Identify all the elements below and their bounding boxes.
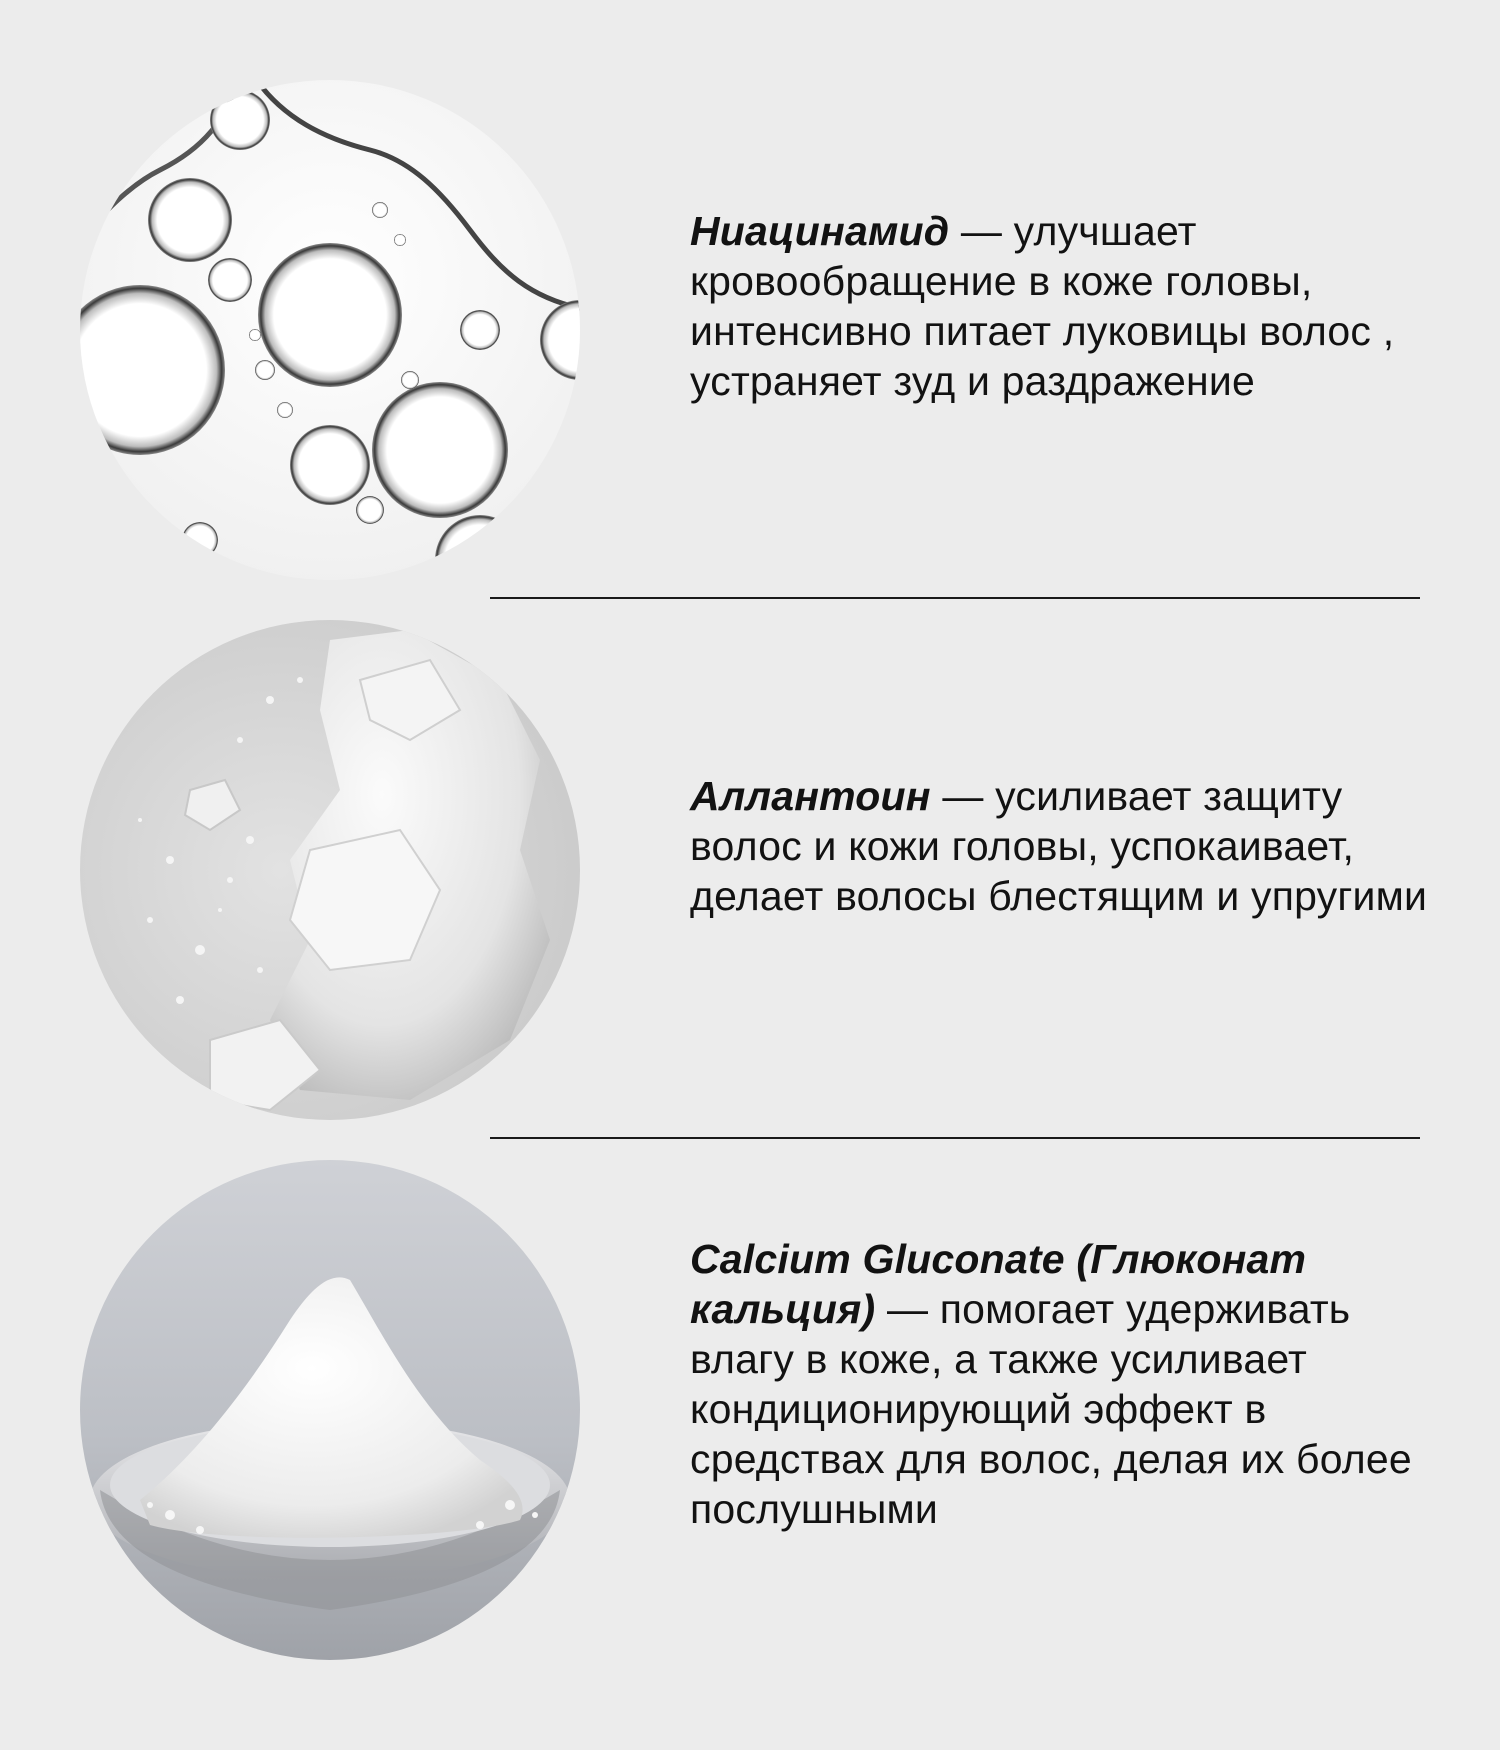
ingredient-text: — помогает удерживать влагу в коже, а также усиливает кондиционирующий эффект в средствах для волос, делая их более послушными <box>690 1286 1412 1532</box>
powder-pile-on-dish-image <box>80 1160 580 1660</box>
divider <box>490 597 1420 599</box>
ingredient-text: — улучшает кровообращение в коже головы, интенсивно питает луковицы волос , устраняет зуд и раздражение <box>690 208 1395 404</box>
ingredient-name: Аллантоин <box>690 773 931 819</box>
ingredient-text: — усиливает защиту волос и кожи головы, успокаивает, делает волосы блестящим и упругими <box>690 773 1428 919</box>
ingredient-description <box>690 1234 1450 1534</box>
ingredient-description <box>690 206 1450 406</box>
ingredient-name: Ниацинамид <box>690 208 950 254</box>
ingredient-description <box>690 771 1450 921</box>
oil-bubbles-image <box>80 80 580 580</box>
ingredient-name: Calcium Gluconate (Глюконат кальция) <box>690 1236 1307 1332</box>
white-powder-chunks-image <box>80 620 580 1120</box>
divider <box>490 1137 1420 1139</box>
